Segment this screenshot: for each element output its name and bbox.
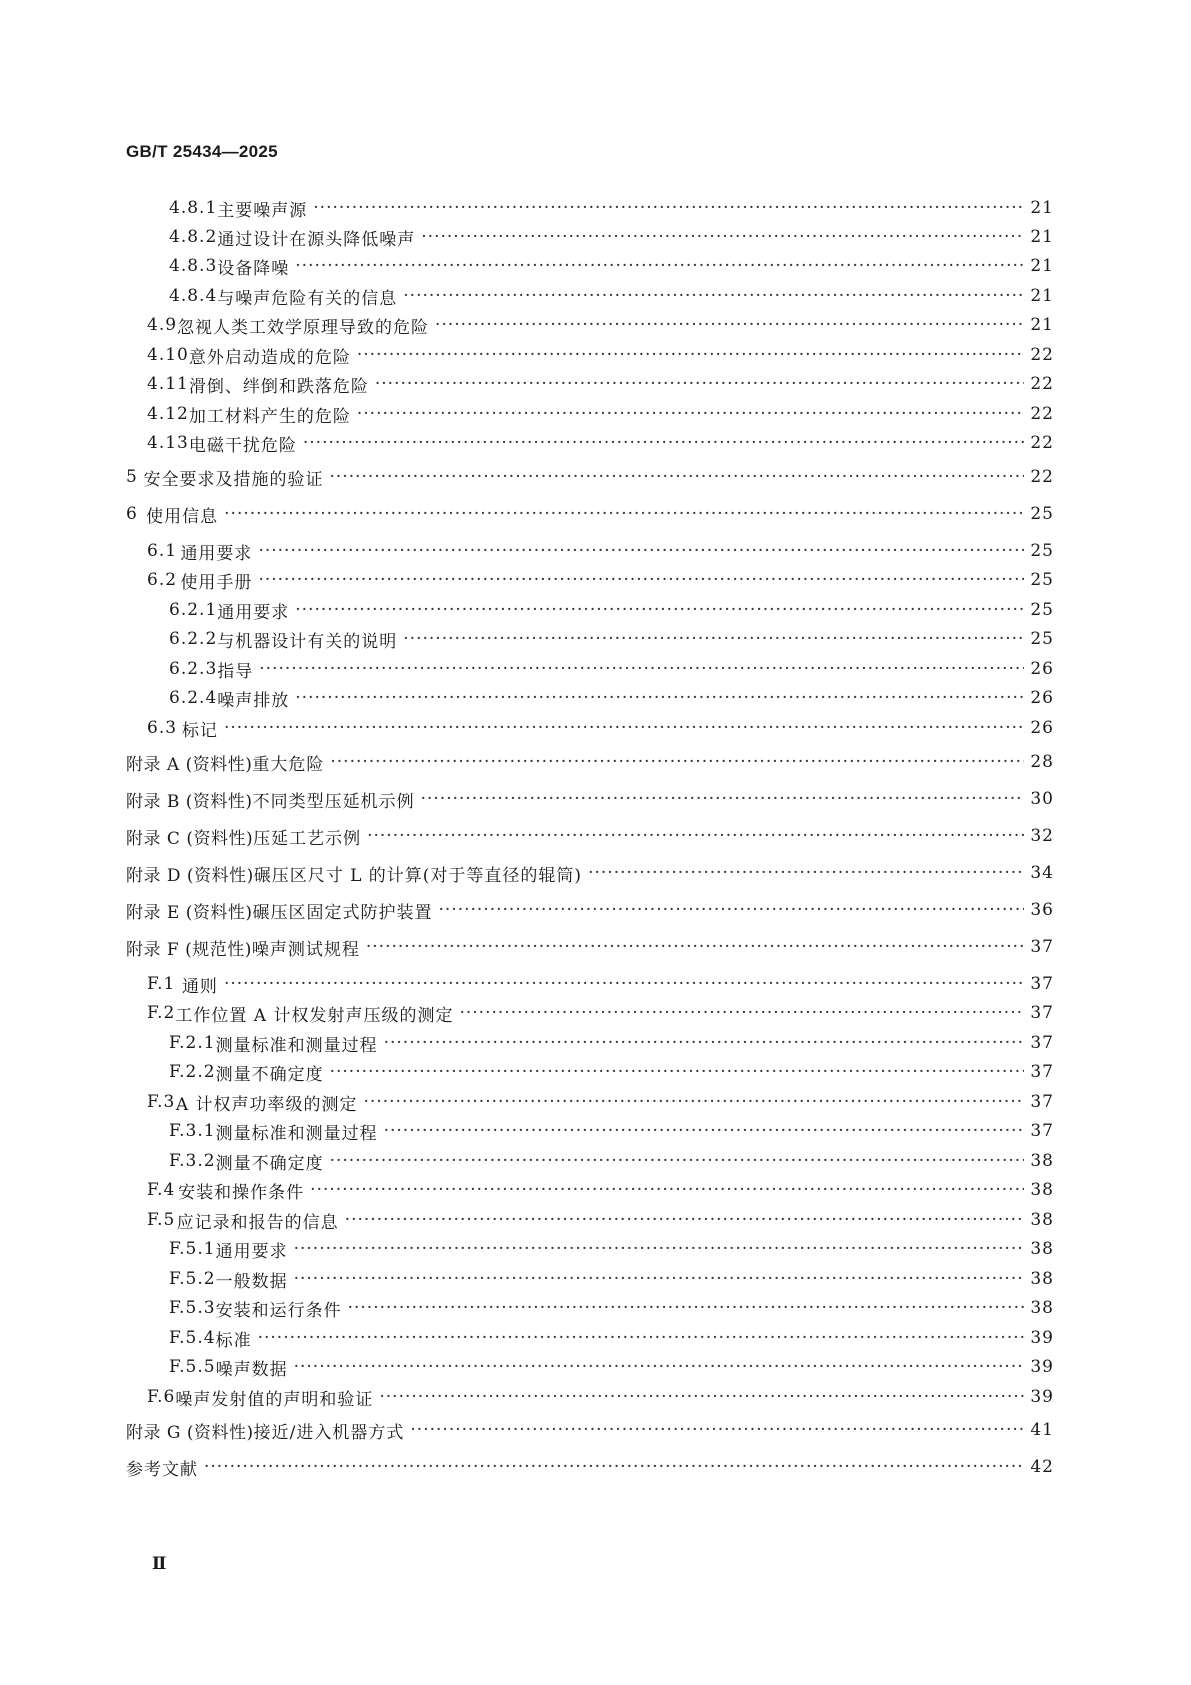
toc-entry-number: 4.8.3: [169, 256, 218, 276]
toc-entry-page: 22: [1030, 467, 1054, 487]
toc-entry-page: 26: [1030, 688, 1054, 708]
toc-entry-page: 37: [1030, 1121, 1054, 1141]
toc-entry-number: 附录 B (资料性): [126, 791, 253, 812]
dot-leader: [330, 467, 1025, 487]
toc-entry[interactable]: [169, 1060, 1054, 1084]
toc-entry-title: 通用要求: [180, 543, 253, 564]
toc-entry-page: 25: [1030, 541, 1054, 561]
toc-entry-page: 25: [1030, 504, 1054, 524]
dot-leader: [410, 1420, 1024, 1440]
toc-entry-title: 标记: [181, 720, 218, 741]
dot-leader: [330, 1151, 1025, 1171]
toc-entry-number: F.5.2: [169, 1269, 216, 1289]
toc-entry-bibliography[interactable]: [126, 1455, 1054, 1479]
toc-entry-page: 21: [1030, 286, 1054, 306]
dot-leader: [330, 1062, 1025, 1082]
toc-entry[interactable]: [147, 313, 1054, 337]
toc-entry[interactable]: [169, 1296, 1054, 1320]
toc-entry-number: F.5.5: [169, 1357, 216, 1377]
toc-entry-page: 37: [1030, 1003, 1054, 1023]
toc-entry-title: 标准: [215, 1330, 252, 1351]
toc-entry-page: 38: [1030, 1210, 1054, 1230]
dot-leader: [345, 1210, 1025, 1230]
dot-leader: [379, 1387, 1024, 1407]
toc-entry[interactable]: [147, 1385, 1054, 1409]
toc-entry-annex[interactable]: [126, 750, 1054, 774]
toc-entry-title: 与噪声危险有关的信息: [217, 288, 398, 309]
toc-entry-page: 38: [1030, 1180, 1054, 1200]
toc-entry-number: F.3: [147, 1092, 176, 1112]
toc-entry[interactable]: [169, 686, 1054, 710]
toc-entry-page: 37: [1030, 974, 1054, 994]
toc-entry-title: 安全要求及措施的验证: [143, 469, 324, 490]
dot-leader: [259, 659, 1024, 679]
toc-entry[interactable]: [169, 657, 1054, 681]
toc-entry-page: 26: [1030, 659, 1054, 679]
toc-entry-number: F.5.1: [169, 1239, 216, 1259]
dot-leader: [294, 1239, 1025, 1259]
toc-entry-page: 39: [1030, 1328, 1054, 1348]
toc-entry-title: A 计权声功率级的测定: [175, 1094, 358, 1115]
toc-entry-title: 噪声排放: [217, 690, 290, 711]
dot-leader: [310, 1180, 1024, 1200]
toc-entry-page: 21: [1030, 227, 1054, 247]
toc-entry-title: 通则: [181, 976, 218, 997]
toc-entry-title: 指导: [217, 661, 254, 682]
toc-entry-number: 附录 G (资料性): [126, 1422, 254, 1443]
toc-entry-title: 通过设计在源头降低噪声: [217, 229, 416, 250]
toc-entry-page: 30: [1030, 789, 1054, 809]
toc-entry-number: F.2.1: [169, 1033, 216, 1053]
toc-entry-title: 加工材料产生的危险: [188, 406, 351, 427]
toc-entry-page: 22: [1030, 433, 1054, 453]
dot-leader: [403, 629, 1024, 649]
toc-entry-annex[interactable]: [126, 898, 1054, 922]
toc-entry-title: 接近/进入机器方式: [253, 1422, 405, 1443]
toc-entry-title: 测量不确定度: [215, 1153, 324, 1174]
toc-entry-number: 6.2.3: [169, 659, 218, 679]
toc-entry[interactable]: [169, 225, 1054, 249]
dot-leader: [258, 541, 1024, 561]
dot-leader: [295, 688, 1024, 708]
dot-leader: [295, 256, 1024, 276]
dot-leader: [294, 1269, 1025, 1289]
dot-leader: [384, 1121, 1025, 1141]
toc-entry-page: 28: [1030, 752, 1054, 772]
toc-entry[interactable]: [169, 196, 1054, 220]
toc-entry-title: 使用信息: [146, 506, 219, 527]
toc-entry-title: 忽视人类工效学原理导致的危险: [177, 317, 430, 338]
toc-entry-title: 噪声发射值的声明和验证: [175, 1389, 374, 1410]
toc-entry[interactable]: [169, 284, 1054, 308]
toc-entry-page: 37: [1030, 937, 1054, 957]
toc-entry[interactable]: [147, 402, 1054, 426]
dot-leader: [295, 600, 1024, 620]
toc-entry[interactable]: [147, 539, 1054, 563]
toc-entry-title: 压延工艺示例: [253, 828, 362, 849]
dot-leader: [438, 900, 1024, 920]
toc-entry-page: 25: [1030, 600, 1054, 620]
dot-leader: [588, 863, 1024, 883]
toc-entry-number: 4.8.2: [169, 227, 218, 247]
toc-entry-number: 4.10: [147, 345, 189, 365]
toc-entry[interactable]: [169, 254, 1054, 278]
toc-entry-number: 附录 D (资料性): [126, 865, 254, 886]
toc-entry-number: 附录 E (资料性): [126, 902, 253, 923]
dot-leader: [224, 718, 1024, 738]
toc-entry-number: F.2: [147, 1003, 176, 1023]
toc-entry-title: 重大危险: [252, 754, 325, 775]
toc-entry-number: F.6: [147, 1387, 176, 1407]
toc-entry[interactable]: [169, 1355, 1054, 1379]
dot-leader: [459, 1003, 1024, 1023]
toc-entry-title: 通用要求: [215, 1241, 288, 1262]
dot-leader: [303, 433, 1025, 453]
toc-entry-number: 4.13: [147, 433, 189, 453]
toc-entry-title: 意外启动造成的危险: [188, 347, 351, 368]
toc-entry-page: 38: [1030, 1269, 1054, 1289]
toc-entry-number: 附录 F (规范性): [126, 939, 252, 960]
toc-entry-title: 主要噪声源: [217, 200, 308, 221]
toc-entry[interactable]: [147, 568, 1054, 592]
toc-entry-number: 6.2.1: [169, 600, 218, 620]
dot-leader: [204, 1457, 1024, 1477]
toc-entry-number: 4.9: [147, 315, 178, 335]
toc-entry-title: 测量不确定度: [215, 1064, 324, 1085]
toc-entry-annex[interactable]: [126, 935, 1054, 959]
dot-leader: [224, 974, 1024, 994]
toc-entry-page: 26: [1030, 718, 1054, 738]
dot-leader: [421, 789, 1025, 809]
toc-entry-title: 与机器设计有关的说明: [217, 631, 398, 652]
toc-entry-title: 设备降噪: [217, 258, 290, 279]
toc-entry-number: F.5.3: [169, 1298, 216, 1318]
toc-entry-page: 25: [1030, 629, 1054, 649]
toc-entry-page: 32: [1030, 826, 1054, 846]
toc-entry[interactable]: [169, 627, 1054, 651]
toc-entry-page: 21: [1030, 256, 1054, 276]
toc-entry-page: 22: [1030, 374, 1054, 394]
toc-entry-page: 37: [1030, 1062, 1054, 1082]
toc-entry-title: 通用要求: [217, 602, 290, 623]
toc-entry-number: 6.2.2: [169, 629, 218, 649]
dot-leader: [357, 404, 1025, 424]
toc-entry[interactable]: [169, 1267, 1054, 1291]
toc-entry-number: 6.3: [147, 718, 178, 738]
toc-entry[interactable]: [147, 716, 1054, 740]
dot-leader: [366, 937, 1024, 957]
toc-entry-title: 碾压区固定式防护装置: [252, 902, 433, 923]
toc-entry-title: 工作位置 A 计权发射声压级的测定: [175, 1005, 454, 1026]
toc-entry-page: 42: [1030, 1457, 1054, 1477]
toc-entry[interactable]: [169, 1237, 1054, 1261]
toc-entry-annex[interactable]: [126, 787, 1054, 811]
toc-entry[interactable]: [147, 1001, 1054, 1025]
toc-entry-annex[interactable]: [126, 1418, 1054, 1442]
toc-entry-annex[interactable]: [126, 824, 1054, 848]
toc-entry-title: 碾压区尺寸 L 的计算(对于等直径的辊筒): [253, 865, 583, 886]
toc-entry-number: F.1: [147, 974, 176, 994]
toc-entry-title: 噪声数据: [215, 1359, 288, 1380]
toc-entry-number: 4.8.4: [169, 286, 218, 306]
toc-entry-number: 4.8.1: [169, 198, 218, 218]
toc-entry-title: 测量标准和测量过程: [215, 1123, 378, 1144]
toc-entry-page: 34: [1030, 863, 1054, 883]
toc-entry-page: 21: [1030, 198, 1054, 218]
toc-entry-page: 39: [1030, 1357, 1054, 1377]
toc-entry[interactable]: [147, 972, 1054, 996]
toc-entry-annex[interactable]: [126, 861, 1054, 885]
toc-entry-page: 37: [1030, 1092, 1054, 1112]
dot-leader: [384, 1033, 1025, 1053]
toc-entry[interactable]: [169, 1119, 1054, 1143]
toc-entry-title: 参考文献: [126, 1459, 198, 1480]
toc-entry-page: 36: [1030, 900, 1054, 920]
toc-entry-page: 25: [1030, 570, 1054, 590]
toc-entry[interactable]: [126, 465, 1054, 489]
toc-entry-number: 附录 A (资料性): [126, 754, 253, 775]
dot-leader: [348, 1298, 1025, 1318]
toc-entry-number: F.3.2: [169, 1151, 216, 1171]
toc-entry-number: F.3.1: [169, 1121, 216, 1141]
toc-entry[interactable]: [147, 1208, 1054, 1232]
toc-entry-page: 22: [1030, 404, 1054, 424]
dot-leader: [357, 345, 1025, 365]
toc-entry-page: 37: [1030, 1033, 1054, 1053]
toc-entry-title: 滑倒、绊倒和跌落危险: [188, 376, 369, 397]
dot-leader: [294, 1357, 1025, 1377]
toc-entry-page: 22: [1030, 345, 1054, 365]
dot-leader: [258, 1328, 1025, 1348]
dot-leader: [403, 286, 1024, 306]
toc-entry[interactable]: [169, 1031, 1054, 1055]
toc-entry-title: 不同类型压延机示例: [252, 791, 415, 812]
toc-entry[interactable]: [147, 372, 1054, 396]
toc-entry-number: 6.1: [147, 541, 178, 561]
toc-entry[interactable]: [147, 343, 1054, 367]
toc-entry-title: 安装和操作条件: [178, 1182, 305, 1203]
toc-entry-page: 38: [1030, 1298, 1054, 1318]
toc-entry[interactable]: [169, 1149, 1054, 1173]
dot-leader: [435, 315, 1024, 335]
dot-leader: [375, 374, 1025, 394]
toc-entry-number: 6: [126, 504, 138, 524]
dot-leader: [364, 1092, 1025, 1112]
dot-leader: [258, 570, 1024, 590]
toc-entry-number: F.2.2: [169, 1062, 216, 1082]
toc-entry-number: 4.11: [147, 374, 189, 394]
toc-entry-title: 电磁干扰危险: [188, 435, 297, 456]
toc-entry[interactable]: [126, 502, 1054, 526]
toc-entry-page: 38: [1030, 1239, 1054, 1259]
toc-entry-page: 39: [1030, 1387, 1054, 1407]
document-id: GB/T 25434—2025: [126, 142, 278, 161]
toc-entry-number: 6.2.4: [169, 688, 218, 708]
dot-leader: [313, 198, 1024, 218]
dot-leader: [421, 227, 1024, 247]
dot-leader: [330, 752, 1024, 772]
toc-entry-number: 6.2: [147, 570, 178, 590]
toc-entry-page: 38: [1030, 1151, 1054, 1171]
toc-entry-title: 应记录和报告的信息: [176, 1212, 339, 1233]
toc-entry-number: F.4: [147, 1180, 176, 1200]
toc-entry[interactable]: [147, 1090, 1054, 1114]
toc-entry-title: 测量标准和测量过程: [215, 1035, 378, 1056]
toc-entry-number: 附录 C (资料性): [126, 828, 254, 849]
toc-entry-number: 5: [126, 467, 138, 487]
toc-entry[interactable]: [147, 1178, 1054, 1202]
toc-entry-title: 安装和运行条件: [215, 1300, 342, 1321]
toc-entry-number: 4.12: [147, 404, 189, 424]
toc-entry-number: F.5: [147, 1210, 176, 1230]
toc-entry[interactable]: [147, 431, 1054, 455]
toc-entry[interactable]: [169, 598, 1054, 622]
toc-entry-title: 使用手册: [180, 572, 253, 593]
dot-leader: [224, 504, 1024, 524]
toc-entry-title: 噪声测试规程: [251, 939, 360, 960]
toc-entry-title: 一般数据: [215, 1271, 288, 1292]
dot-leader: [367, 826, 1024, 846]
page-number: Ⅱ: [152, 1554, 167, 1574]
toc-entry[interactable]: [169, 1326, 1054, 1350]
toc-entry-page: 41: [1030, 1420, 1054, 1440]
toc-entry-page: 21: [1030, 315, 1054, 335]
toc-entry-number: F.5.4: [169, 1328, 216, 1348]
